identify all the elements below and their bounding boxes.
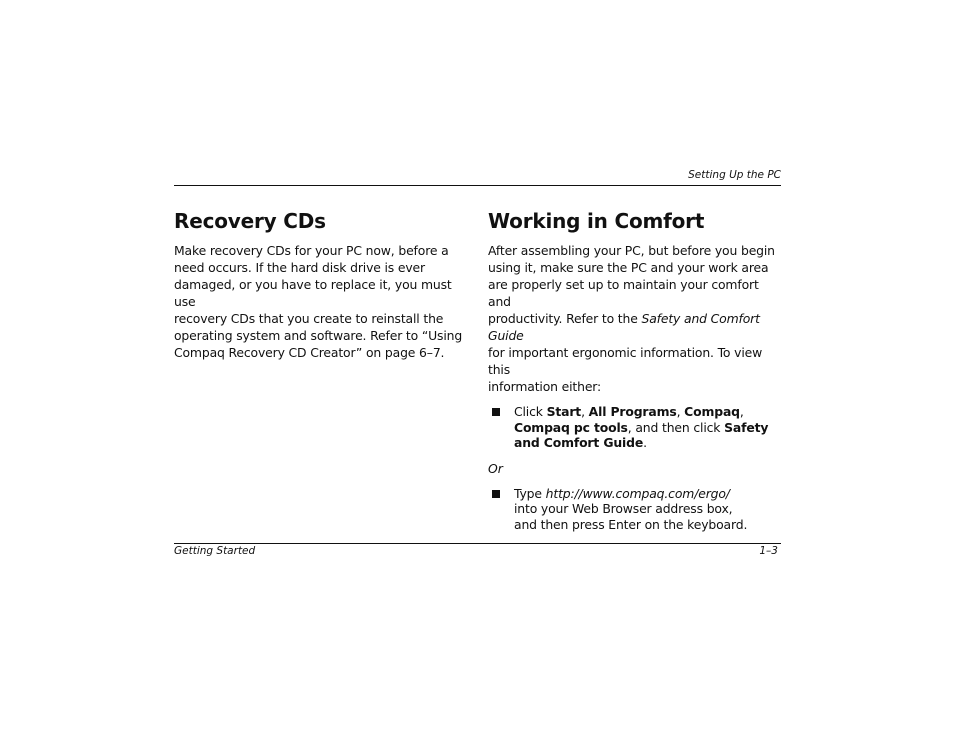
comfort-line: information either: bbox=[488, 379, 602, 394]
instruction-list-1 bbox=[488, 404, 784, 451]
menu-start: Start bbox=[546, 404, 582, 419]
recovery-line: damaged, or you have to replace it, you must use bbox=[174, 277, 452, 309]
list-item bbox=[488, 486, 784, 533]
or-separator: Or bbox=[488, 460, 503, 476]
recovery-cds-heading: Recovery CDs bbox=[174, 209, 326, 233]
recovery-line: Make recovery CDs for your PC now, before a bbox=[174, 243, 449, 258]
safety-guide-title: Safety and Comfort Guide bbox=[488, 311, 760, 343]
square-bullet-icon bbox=[492, 490, 500, 498]
comfort-line bbox=[488, 310, 784, 344]
bullet-text: , bbox=[581, 404, 589, 419]
bullet-text: Type bbox=[514, 485, 546, 501]
recovery-line: Compaq Recovery CD Creator” on page 6–7. bbox=[174, 345, 445, 360]
footer-rule bbox=[174, 543, 781, 544]
menu-all-programs: All Programs bbox=[588, 404, 677, 419]
bullet-text: and then press Enter on the keyboard. bbox=[514, 516, 748, 532]
menu-compaq: Compaq bbox=[684, 404, 740, 419]
comfort-line: After assembling your PC, but before you begin bbox=[488, 243, 775, 258]
menu-compaq-pc-tools: Compaq pc tools bbox=[514, 419, 628, 435]
comfort-line: are properly set up to maintain your comfort and bbox=[488, 277, 759, 309]
recovery-line: need occurs. If the hard disk drive is ever bbox=[174, 260, 425, 275]
recovery-line: operating system and software. Refer to “Using bbox=[174, 328, 463, 343]
list-item bbox=[488, 404, 784, 451]
bullet-text: . bbox=[643, 435, 647, 450]
recovery-line: recovery CDs that you create to reinstall the bbox=[174, 311, 444, 326]
bullet-text: into your Web Browser address box, bbox=[514, 501, 733, 516]
comfort-line-text: productivity. Refer to the bbox=[488, 311, 642, 326]
footer-book-title: Getting Started bbox=[174, 545, 256, 557]
recovery-cds-paragraph bbox=[174, 242, 466, 361]
menu-and-comfort-guide: and Comfort Guide bbox=[514, 435, 644, 450]
header-rule bbox=[174, 185, 781, 186]
bullet-text: , and then click bbox=[627, 419, 725, 435]
comfort-line: using it, make sure the PC and your work area bbox=[488, 260, 769, 275]
ergo-url: http://www.compaq.com/ergo/ bbox=[545, 485, 730, 501]
running-header: Setting Up the PC bbox=[688, 169, 781, 181]
page-number: 1–3 bbox=[759, 545, 778, 557]
recovery-cds-section bbox=[174, 208, 466, 361]
instruction-list-2 bbox=[488, 486, 784, 533]
bullet-text: , bbox=[676, 404, 685, 419]
working-in-comfort-section bbox=[488, 208, 784, 532]
comfort-line: for important ergonomic information. To view this bbox=[488, 345, 763, 377]
bullet-text: , bbox=[739, 404, 744, 419]
menu-safety: Safety bbox=[724, 419, 769, 435]
square-bullet-icon bbox=[492, 408, 500, 416]
comfort-intro-paragraph bbox=[488, 242, 784, 395]
bullet-text: Click bbox=[514, 404, 547, 419]
working-in-comfort-heading: Working in Comfort bbox=[488, 209, 705, 233]
